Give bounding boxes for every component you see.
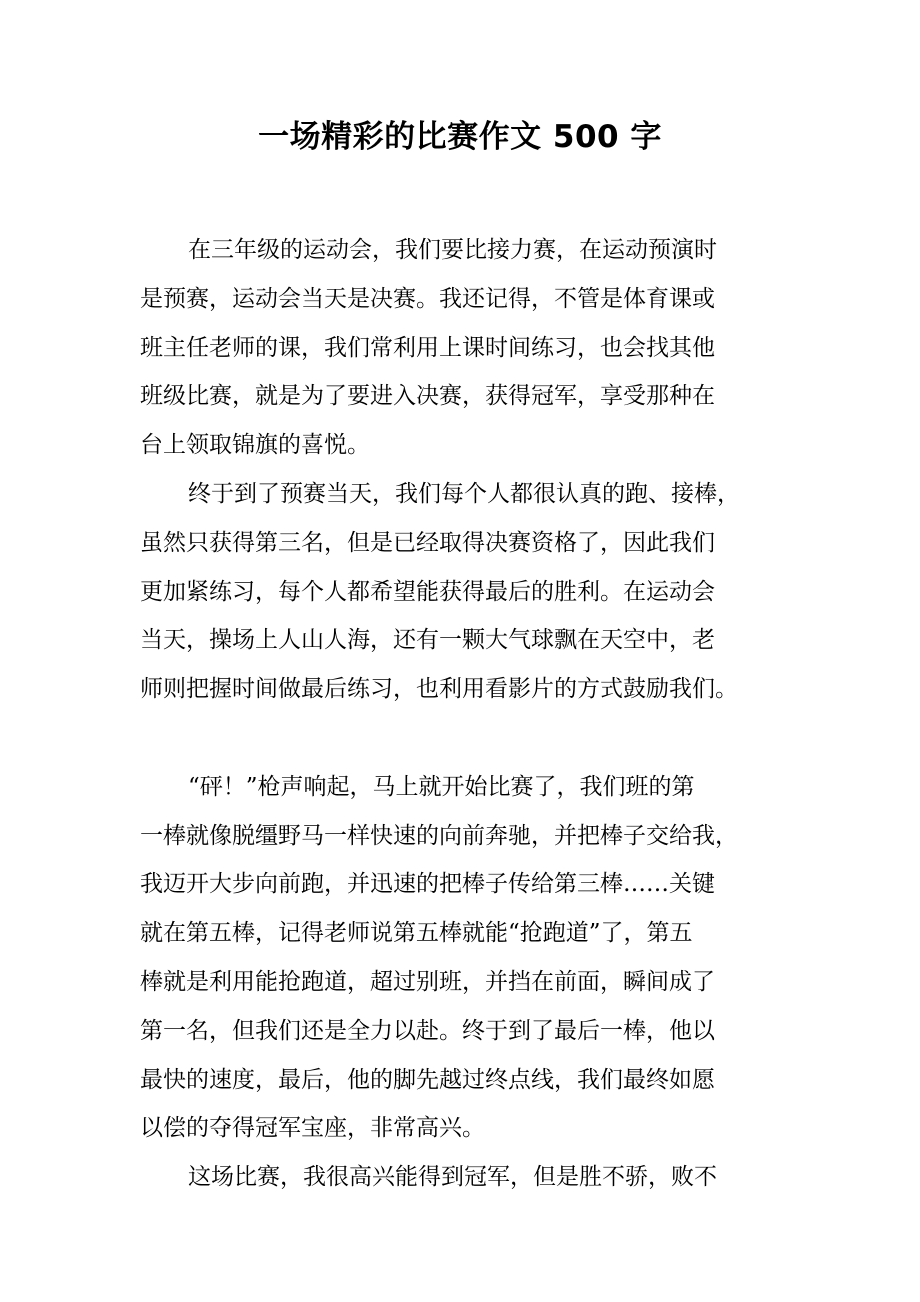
paragraph-3-line: 棒就是利用能抢跑道，超过别班，并挡在前面，瞬间成了 [140,968,715,995]
paragraph-3-line: 一棒就像脱缰野马一样快速的向前奔驰，并把棒子交给我， [140,822,738,849]
paragraph-1-line: 班级比赛，就是为了要进入决赛，获得冠军，享受那种在 [140,383,715,410]
paragraph-2-line: 当天，操场上人山人海，还有一颗大气球飘在天空中，老 [140,627,715,654]
document-body [140,226,780,1202]
paragraph-3-line: 我迈开大步向前跑，并迅速的把棒子传给第三棒……关键 [140,871,715,898]
paragraph-2-line: 更加紧练习，每个人都希望能获得最后的胜利。在运动会 [140,578,715,605]
paragraph-spacer [140,714,780,763]
paragraph-2-line: 师则把握时间做最后练习，也利用看影片的方式鼓励我们。 [140,676,738,703]
paragraph-4-line: 这场比赛，我很高兴能得到冠军，但是胜不骄，败不 [188,1164,717,1191]
paragraph-3-line: 以偿的夺得冠军宝座，非常高兴。 [140,1115,485,1142]
paragraph-3-line: 第一名，但我们还是全力以赴。终于到了最后一棒，他以 [140,1017,715,1044]
paragraph-1-line: 在三年级的运动会，我们要比接力赛，在运动预演时 [188,237,717,263]
paragraph-1-line: 是预赛，运动会当天是决赛。我还记得，不管是体育课或 [140,285,715,312]
paragraph-1-line: 台上领取锦旗的喜悦。 [140,432,370,459]
paragraph-2-line: 虽然只获得第三名，但是已经取得决赛资格了，因此我们 [140,529,715,556]
paragraph-3-line: “砰！”枪声响起，马上就开始比赛了，我们班的第 [188,773,695,800]
paragraph-3-line: 最快的速度，最后，他的脚先越过终点线，我们最终如愿 [140,1066,715,1093]
document-title: 一场精彩的比赛作文 500 字 [258,119,662,155]
paragraph-2-line: 终于到了预赛当天，我们每个人都很认真的跑、接棒， [188,480,740,507]
paragraph-1-line: 班主任老师的课，我们常利用上课时间练习，也会找其他 [140,334,715,361]
paragraph-3-line: 就在第五棒，记得老师说第五棒就能“抢跑道”了，第五 [140,920,693,947]
